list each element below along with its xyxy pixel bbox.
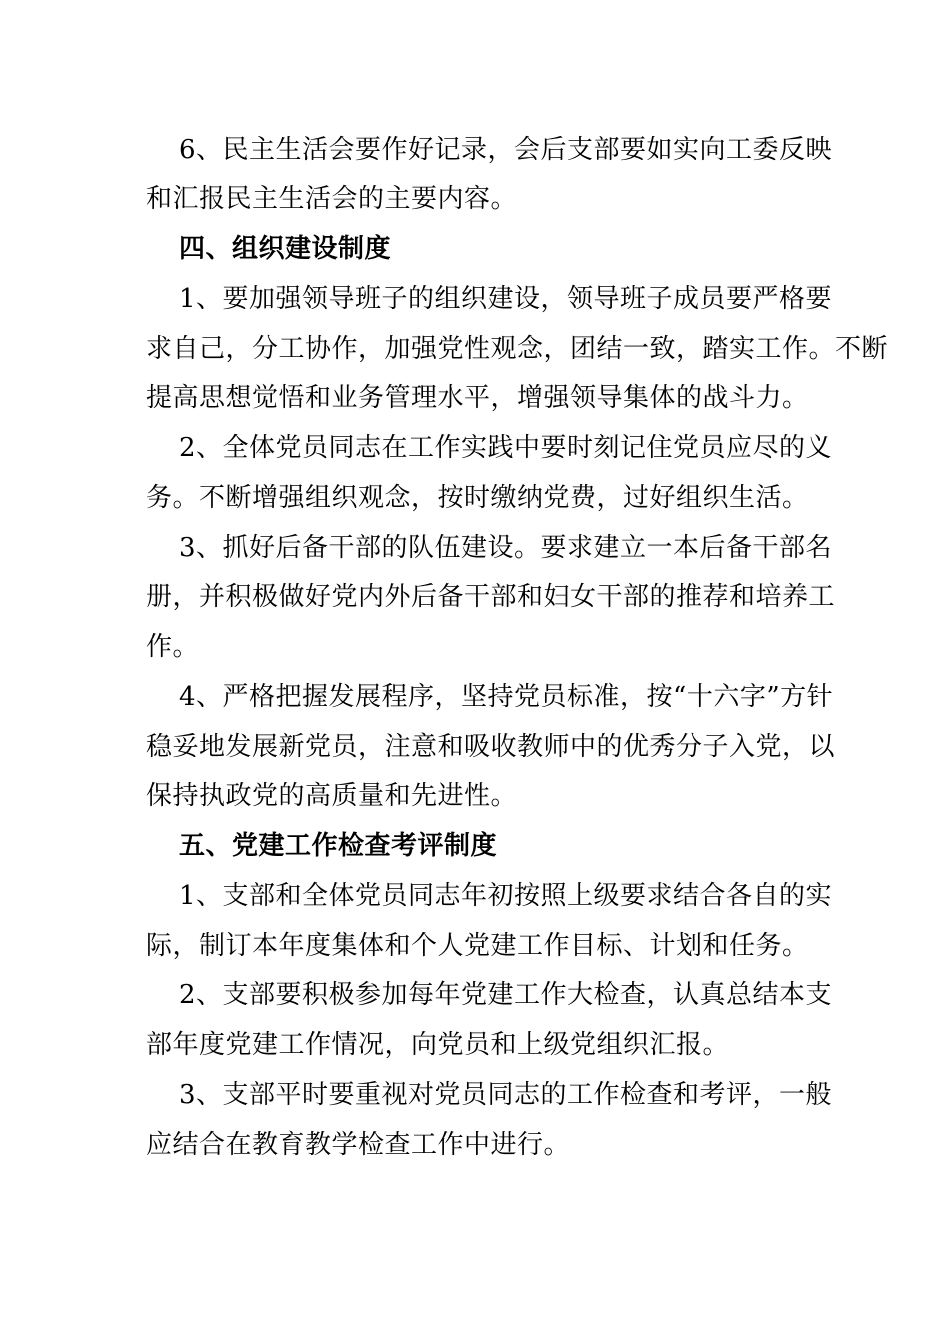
text-line: 册，并积极做好党内外后备干部和妇女干部的推荐和培养工 — [146, 582, 836, 612]
section-heading: 五、党建工作检查考评制度 — [179, 831, 498, 861]
text-line: 1、支部和全体党员同志年初按照上级要求结合各自的实 — [179, 881, 833, 911]
text-line: 6、民主生活会要作好记录，会后支部要如实向工委反映 — [179, 135, 833, 165]
text-line: 稳妥地发展新党员，注意和吸收教师中的优秀分子入党，以 — [146, 732, 836, 762]
text-line: 3、抓好后备干部的队伍建设。要求建立一本后备干部名 — [179, 533, 833, 563]
text-line: 提高思想觉悟和业务管理水平，增强领导集体的战斗力。 — [146, 383, 809, 413]
text-line: 2、全体党员同志在工作实践中要时刻记住党员应尽的义 — [179, 433, 833, 463]
text-line: 1、要加强领导班子的组织建设，领导班子成员要严格要 — [179, 284, 833, 314]
text-line: 和汇报民主生活会的主要内容。 — [146, 184, 518, 214]
text-line: 求自己，分工协作，加强党性观念，团结一致，踏实工作。不断 — [146, 334, 889, 364]
text-line: 部年度党建工作情况，向党员和上级党组织汇报。 — [146, 1030, 730, 1060]
text-line: 2、支部要积极参加每年党建工作大检查，认真总结本支 — [179, 980, 833, 1010]
text-line: 际，制订本年度集体和个人党建工作目标、计划和任务。 — [146, 931, 809, 961]
text-line: 务。不断增强组织观念，按时缴纳党费，过好组织生活。 — [146, 483, 809, 513]
text-line: 作。 — [146, 632, 200, 662]
text-line: 4、严格把握发展程序，坚持党员标准，按“十六字”方针 — [179, 682, 834, 712]
text-line: 应结合在教育教学检查工作中进行。 — [146, 1130, 571, 1160]
section-heading: 四、组织建设制度 — [179, 234, 392, 264]
text-line: 保持执政党的高质量和先进性。 — [146, 781, 518, 811]
text-line: 3、支部平时要重视对党员同志的工作检查和考评，一般 — [179, 1080, 833, 1110]
